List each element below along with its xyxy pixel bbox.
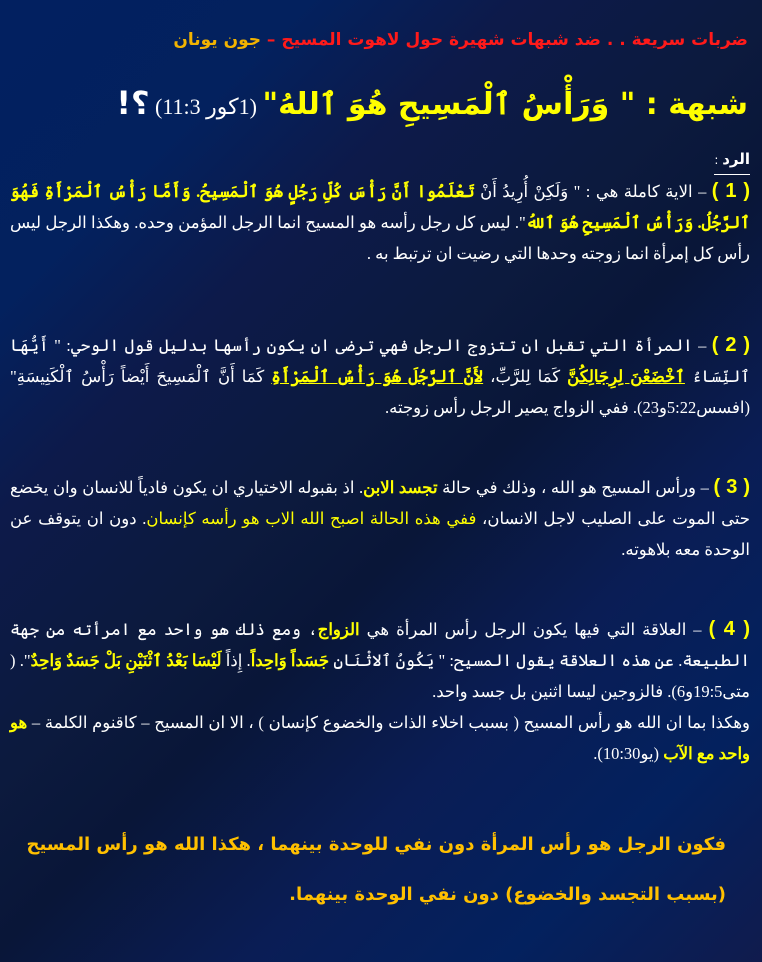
text-segment: كَمَا أَنَّ ٱلْمَسِيحَ أَيْضاً رَأْسُ ٱلْكَنِيسَةِ" (افسس5:22و23). ففي الزواج يصير الرجل رأس زوجته.: [10, 367, 750, 417]
highlighted-verse: تَعْلَمُوا أَنَّ رَأْسَ كُلِّ رَجُلٍ هُوَ ٱلْمَسِيحُ. وَأَمَّا رَأْسُ ٱلْمَرْأَةِ فَهُوَ ٱلرَّجُلُ. وَرَأْسُ ٱلْمَسِيحِ هُوَ ٱللهُ: [10, 182, 751, 232]
highlighted-phrase: ففي هذه الحالة اصبح الله الاب هو رأسه كإنسان: [146, 509, 477, 528]
highlighted-verse: جَسَداً وَاحِداً: [250, 651, 330, 670]
highlighted-verse: لَيْسَا بَعْدُ ٱثْنَيْنِ بَلْ جَسَدٌ وَاحِدٌ: [30, 651, 222, 670]
text-segment: . دون ان يتوقف عن الوحدة معه بلاهوته.: [10, 509, 750, 559]
series-title: ضربات سريعة . . ضد شبهات شهيرة حول لاهوت المسيح: [281, 30, 748, 50]
text-segment: ". ( متى19:5و6). فالزوجين ليسا اثنين بل جسد واحد.: [10, 651, 750, 701]
question-exclamation-marks: ؟!: [116, 84, 150, 122]
series-header: [173, 30, 748, 50]
point-3: [10, 472, 750, 565]
header-dash: –: [261, 30, 282, 50]
reply-heading: [714, 150, 750, 175]
highlighted-phrase: هو واحد مع الآب: [10, 713, 750, 763]
reply-colon: :: [714, 153, 723, 167]
point-number: ( 2 ): [711, 334, 751, 356]
text-segment: وهكذا بما ان الله هو رأس المسيح ( بسبب اخلاء الذات والخضوع كإنسان ) ، الا ان المسيح – كاقنوم الكلمة –: [27, 713, 750, 732]
point-1: [10, 176, 750, 269]
highlighted-phrase: الزواج: [317, 620, 360, 639]
text-segment: كَمَا لِلرَّبِّ،: [483, 367, 568, 386]
point-number: ( 4 ): [708, 618, 751, 640]
page-title: [116, 84, 748, 122]
point-4: [10, 614, 750, 769]
text-segment: . إِذاً: [221, 651, 251, 670]
point-number: ( 1 ): [711, 180, 751, 202]
point-2: [10, 330, 750, 423]
title-reference: (1كور 11:3): [149, 94, 263, 119]
text-segment: – المرأة التي تقبل ان تتزوج الرجل فهي ترضى ان يكون رأسها بدليل قول الوحي: " أَيُّهَا ٱلنِّسَاءُ: [10, 336, 751, 386]
highlighted-phrase: تجسد الابن: [363, 478, 438, 497]
text-segment: (يو10:30).: [593, 744, 664, 763]
text-segment: ، ومع ذلك هو واحد مع امرأته من جهة الطبيعة. عن هذه العلاقة يقول المسيح: " يَكُونُ ٱلاثْنَانِ: [10, 620, 750, 670]
text-segment: – ورأس المسيح هو الله ، وذلك في حالة: [437, 478, 714, 497]
text-segment: – العلاقة التي فيها يكون الرجل رأس المرأة هي: [359, 620, 709, 639]
point-number: ( 3 ): [713, 476, 751, 498]
title-quote: " وَرَأْسُ ٱلْمَسِيحِ هُوَ ٱللهُ": [262, 87, 636, 122]
conclusion-line-2: (بسبب التجسد والخضوع) دون نفي الوحدة بينهما.: [289, 884, 726, 905]
conclusion: [26, 820, 726, 920]
conclusion-line-1: فكون الرجل هو رأس المرأة دون نفي للوحدة بينهما ، هكذا الله هو رأس المسيح: [26, 834, 726, 855]
highlighted-verse: لأَنَّ ٱلرَّجُلَ هُوَ رَأْسُ ٱلْمَرْأَةِ: [271, 367, 484, 386]
author-name: جون يونان: [173, 30, 261, 50]
title-label: شبهة :: [635, 87, 748, 122]
text-segment: . اذ بقبوله الاختياري ان يكون فادياً للانسان وان يخضع حتى الموت على الصليب لاجل الانسان،: [10, 478, 750, 528]
reply-label: الرد: [722, 150, 750, 168]
text-segment: ". ليس كل رجل رأسه هو المسيح انما الرجل المؤمن وحده. وهكذا الرجل ليس رأس كل إمرأة انما زوجته وحدها التي رضيت ان ترتبط به .: [10, 213, 750, 263]
text-segment: – الاية كاملة هي : " وَلَكِنْ أُرِيدُ أَنْ: [474, 182, 712, 201]
highlighted-verse: ٱخْضَعْنَ لِرِجَالِكُنَّ: [567, 367, 685, 386]
